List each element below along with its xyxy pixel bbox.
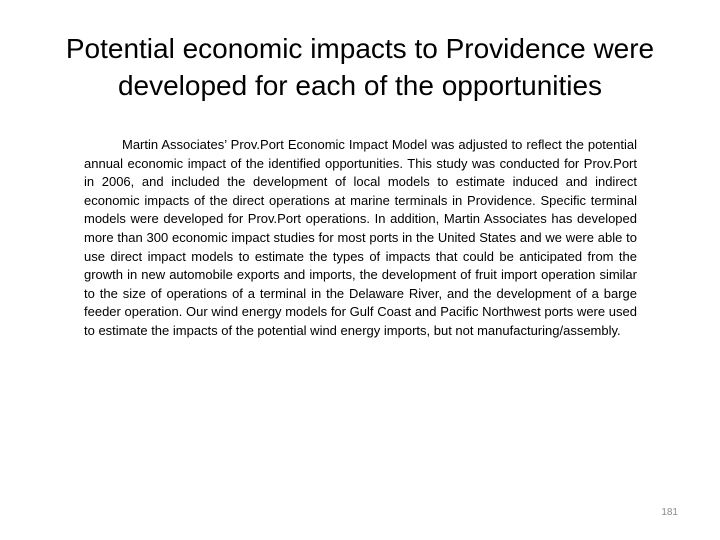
slide-body-text: Martin Associates’ Prov.Port Economic Impact Model was adjusted to reflect the potential annual economic impact of the identified opportunities. This study was conducted for Prov.Port in 2006, and included the development of local models to estimate induced and indirect economic impacts of the direct operations at marine terminals in Providence. Specific terminal models were developed for Prov.Port operations. In addition, Martin Associates has developed more than 300 economic impact studies for most ports in the United States and we were able to use direct impact models to estimate the types of impacts that could be anticipated from the growth in new automobile exports and imports, the development of fruit import operation similar to the size of operations of a terminal in the Delaware River, and the development of a barge feeder operation. Our wind energy models for Gulf Coast and Pacific Northwest ports were used to estimate the impacts of the potential wind energy imports, but not manufacturing/assembly. [84, 137, 637, 338]
slide-title-line-1: Potential economic impacts to Providence were [65, 33, 655, 64]
slide-title [0, 30, 720, 104]
page-number: 181 [661, 507, 678, 518]
slide-title-line-2: developed for each of the opportunities [117, 70, 603, 101]
